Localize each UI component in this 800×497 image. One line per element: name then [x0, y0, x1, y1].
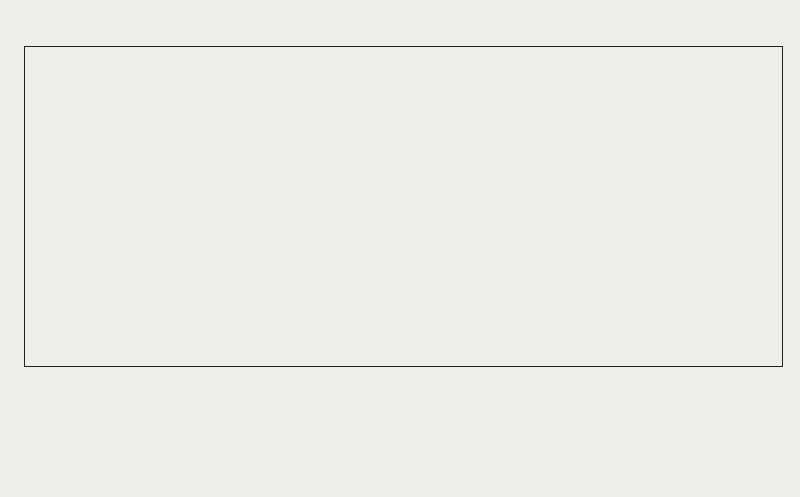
timetable-grid [24, 46, 783, 367]
